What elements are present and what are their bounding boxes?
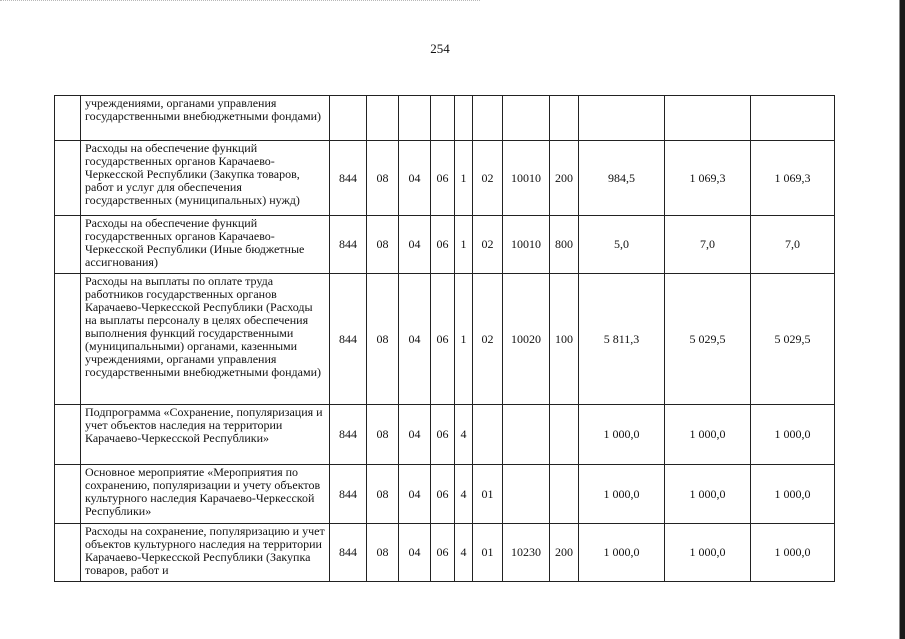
direction-cell bbox=[503, 465, 550, 524]
amount-cell-2: 1 000,0 bbox=[665, 405, 751, 465]
amount-cell-2: 5 029,5 bbox=[665, 274, 751, 405]
index-cell bbox=[55, 465, 81, 524]
ministry-code-cell: 844 bbox=[330, 274, 367, 405]
subprogram-cell: 1 bbox=[455, 216, 473, 274]
ministry-code-cell: 844 bbox=[330, 524, 367, 582]
direction-cell: 10020 bbox=[503, 274, 550, 405]
amount-cell-3: 1 000,0 bbox=[751, 405, 835, 465]
ministry-code-cell: 844 bbox=[330, 216, 367, 274]
table-row bbox=[55, 274, 835, 405]
table-row bbox=[55, 96, 835, 141]
section-cell: 08 bbox=[367, 524, 399, 582]
index-cell bbox=[55, 524, 81, 582]
table-row bbox=[55, 141, 835, 216]
event-cell bbox=[473, 96, 503, 141]
direction-cell: 10230 bbox=[503, 524, 550, 582]
event-cell: 02 bbox=[473, 141, 503, 216]
index-cell bbox=[55, 405, 81, 465]
subsection-cell: 04 bbox=[399, 405, 431, 465]
budget-table bbox=[54, 95, 835, 582]
amount-cell-1: 5,0 bbox=[579, 216, 665, 274]
amount-cell-1: 5 811,3 bbox=[579, 274, 665, 405]
direction-cell: 10010 bbox=[503, 141, 550, 216]
ministry-code-cell: 844 bbox=[330, 405, 367, 465]
expense-type-cell: 200 bbox=[550, 141, 579, 216]
program-cell: 06 bbox=[431, 274, 455, 405]
amount-cell-3: 7,0 bbox=[751, 216, 835, 274]
program-cell: 06 bbox=[431, 141, 455, 216]
direction-cell bbox=[503, 96, 550, 141]
amount-cell-1 bbox=[579, 96, 665, 141]
program-cell: 06 bbox=[431, 524, 455, 582]
page-number: 254 bbox=[430, 41, 450, 56]
description-cell: учреждениями, органами управления государственными внебюджетными фондами) bbox=[81, 96, 330, 141]
event-cell: 02 bbox=[473, 274, 503, 405]
description-cell: Расходы на сохранение, популяризацию и учет объектов культурного наследия на территории Карачаево-Черкесской Республики (Закупка товаров, работ и bbox=[81, 524, 330, 582]
index-cell bbox=[55, 141, 81, 216]
description-cell: Расходы на обеспечение функций государственных органов Карачаево-Черкесской Республики (Иные бюджетные ассигнования) bbox=[81, 216, 330, 274]
ministry-code-cell: 844 bbox=[330, 141, 367, 216]
amount-cell-2: 1 000,0 bbox=[665, 524, 751, 582]
amount-cell-2: 7,0 bbox=[665, 216, 751, 274]
subsection-cell bbox=[399, 96, 431, 141]
ministry-code-cell: 844 bbox=[330, 465, 367, 524]
description-cell: Расходы на обеспечение функций государственных органов Карачаево-Черкесской Республики (Закупка товаров, работ и услуг для обеспечения государственных (муниципальных) нужд) bbox=[81, 141, 330, 216]
subsection-cell: 04 bbox=[399, 216, 431, 274]
description-cell: Подпрограмма «Сохранение, популяризация и учет объектов наследия на территории Карачаево-Черкесской Республики» bbox=[81, 405, 330, 465]
section-cell: 08 bbox=[367, 141, 399, 216]
table-row bbox=[55, 216, 835, 274]
amount-cell-2: 1 000,0 bbox=[665, 465, 751, 524]
expense-type-cell bbox=[550, 405, 579, 465]
expense-type-cell bbox=[550, 465, 579, 524]
index-cell bbox=[55, 96, 81, 141]
program-cell: 06 bbox=[431, 465, 455, 524]
event-cell: 01 bbox=[473, 524, 503, 582]
amount-cell-2: 1 069,3 bbox=[665, 141, 751, 216]
description-cell: Расходы на выплаты по оплате труда работников государственных органов Карачаево-Черкесской Республики (Расходы на выплаты персоналу в целях обеспечения выполнения функций государственными (муниципальными) органами, казенными учреждениями, органами управления государственными внебюджетными фондами) bbox=[81, 274, 330, 405]
amount-cell-3 bbox=[751, 96, 835, 141]
subsection-cell: 04 bbox=[399, 141, 431, 216]
program-cell: 06 bbox=[431, 405, 455, 465]
program-cell bbox=[431, 96, 455, 141]
subprogram-cell: 4 bbox=[455, 465, 473, 524]
direction-cell: 10010 bbox=[503, 216, 550, 274]
direction-cell bbox=[503, 405, 550, 465]
subsection-cell: 04 bbox=[399, 274, 431, 405]
section-cell: 08 bbox=[367, 274, 399, 405]
amount-cell-1: 1 000,0 bbox=[579, 465, 665, 524]
subprogram-cell: 4 bbox=[455, 405, 473, 465]
scan-edge-right bbox=[897, 0, 905, 639]
expense-type-cell: 800 bbox=[550, 216, 579, 274]
expense-type-cell: 100 bbox=[550, 274, 579, 405]
expense-type-cell: 200 bbox=[550, 524, 579, 582]
amount-cell-1: 1 000,0 bbox=[579, 405, 665, 465]
ministry-code-cell bbox=[330, 96, 367, 141]
table-row bbox=[55, 465, 835, 524]
table-row bbox=[55, 524, 835, 582]
scan-edge-top bbox=[0, 0, 480, 7]
amount-cell-3: 1 000,0 bbox=[751, 465, 835, 524]
section-cell: 08 bbox=[367, 216, 399, 274]
subsection-cell: 04 bbox=[399, 465, 431, 524]
index-cell bbox=[55, 274, 81, 405]
amount-cell-3: 1 000,0 bbox=[751, 524, 835, 582]
event-cell: 02 bbox=[473, 216, 503, 274]
subprogram-cell: 4 bbox=[455, 524, 473, 582]
table-row bbox=[55, 405, 835, 465]
amount-cell-1: 1 000,0 bbox=[579, 524, 665, 582]
subprogram-cell: 1 bbox=[455, 141, 473, 216]
subsection-cell: 04 bbox=[399, 524, 431, 582]
expense-type-cell bbox=[550, 96, 579, 141]
section-cell bbox=[367, 96, 399, 141]
amount-cell-3: 5 029,5 bbox=[751, 274, 835, 405]
amount-cell-2 bbox=[665, 96, 751, 141]
event-cell: 01 bbox=[473, 465, 503, 524]
event-cell bbox=[473, 405, 503, 465]
description-cell: Основное мероприятие «Мероприятия по сохранению, популяризации и учету объектов культурного наследия Карачаево-Черкесской Республики» bbox=[81, 465, 330, 524]
amount-cell-3: 1 069,3 bbox=[751, 141, 835, 216]
program-cell: 06 bbox=[431, 216, 455, 274]
subprogram-cell bbox=[455, 96, 473, 141]
index-cell bbox=[55, 216, 81, 274]
amount-cell-1: 984,5 bbox=[579, 141, 665, 216]
section-cell: 08 bbox=[367, 405, 399, 465]
section-cell: 08 bbox=[367, 465, 399, 524]
subprogram-cell: 1 bbox=[455, 274, 473, 405]
